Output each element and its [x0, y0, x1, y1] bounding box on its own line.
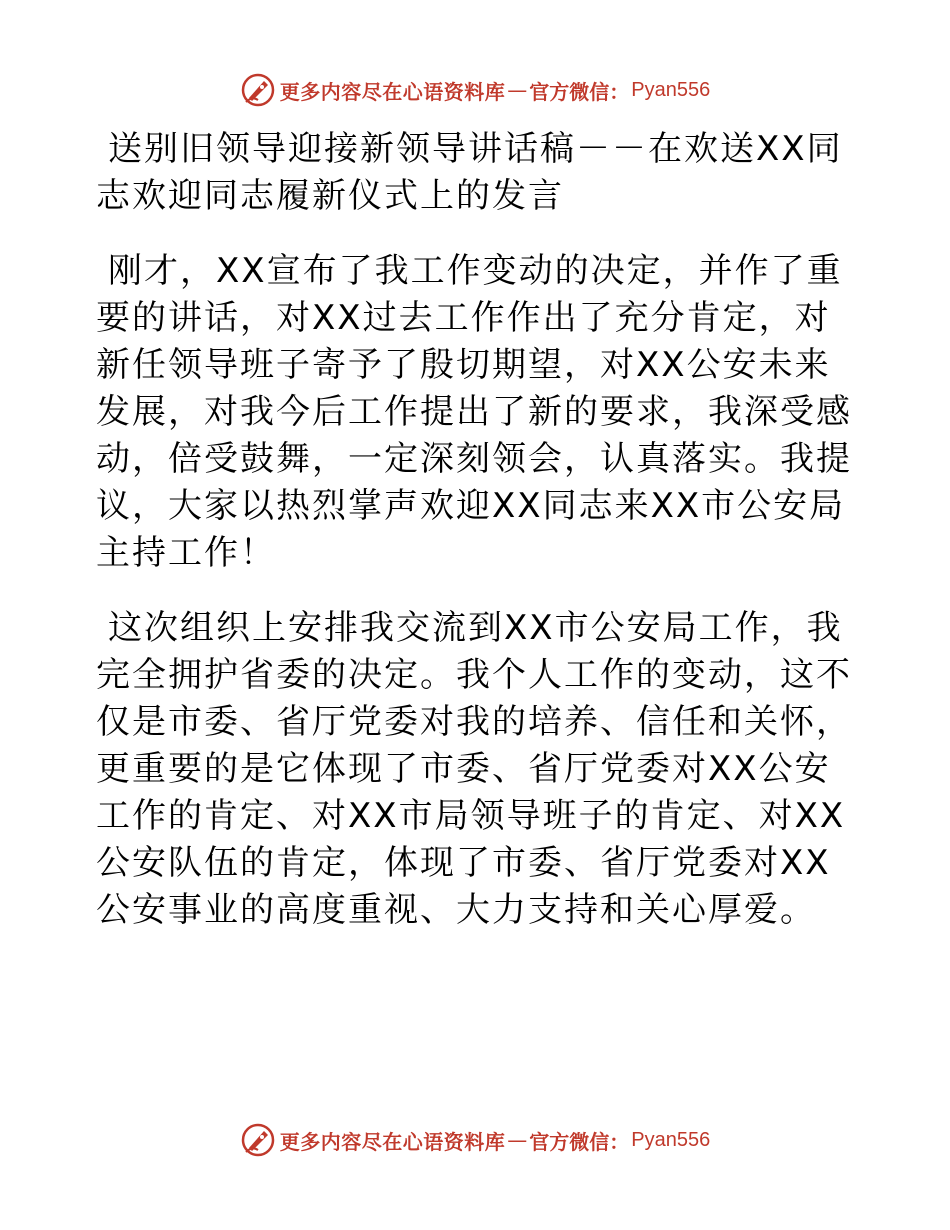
footer-banner [0, 1120, 950, 1160]
pen-nib-logo-icon [240, 72, 276, 108]
header-banner [0, 70, 950, 110]
footer-wechat-id: Pyan556 [631, 1128, 711, 1151]
header-official-label: 官方微信： [529, 79, 630, 104]
footer-separator: — [507, 1128, 528, 1152]
document-title: 送别旧领导迎接新领导讲话稿－－在欢送XX同志欢迎同志履新仪式上的发言 [96, 129, 843, 216]
footer-promo-text: 更多内容尽在心语资料库 [279, 1129, 506, 1154]
header-wechat-id: Pyan556 [631, 78, 711, 101]
document-paragraph-1: 刚才，XX宣布了我工作变动的决定，并作了重要的讲话，对XX过去工作作出了充分肯定，对新任领导班子寄予了殷切期望，对XX公安未来发展，对我今后工作提出了新的要求，我深受感动，倍受鼓舞，一定深刻领会，认真落实。我提议，大家以热烈掌声欢迎XX同志来XX市公安局主持工作！ [96, 251, 852, 573]
pen-nib-logo-icon [240, 1122, 276, 1158]
footer-official-label: 官方微信： [529, 1129, 630, 1154]
document-paragraph-2: 这次组织上安排我交流到XX市公安局工作，我完全拥护省委的决定。我个人工作的变动，这不仅是市委、省厅党委对我的培养、信任和关怀，更重要的是它体现了市委、省厅党委对XX公安工作的肯定、对XX市局领导班子的肯定、对XX公安队伍的肯定，体现了市委、省厅党委对XX公安事业的高度重视、大力支持和关心厚爱。 [96, 608, 852, 930]
header-promo-text: 更多内容尽在心语资料库 [279, 79, 506, 104]
document-body [96, 126, 856, 962]
header-separator: — [507, 78, 528, 102]
